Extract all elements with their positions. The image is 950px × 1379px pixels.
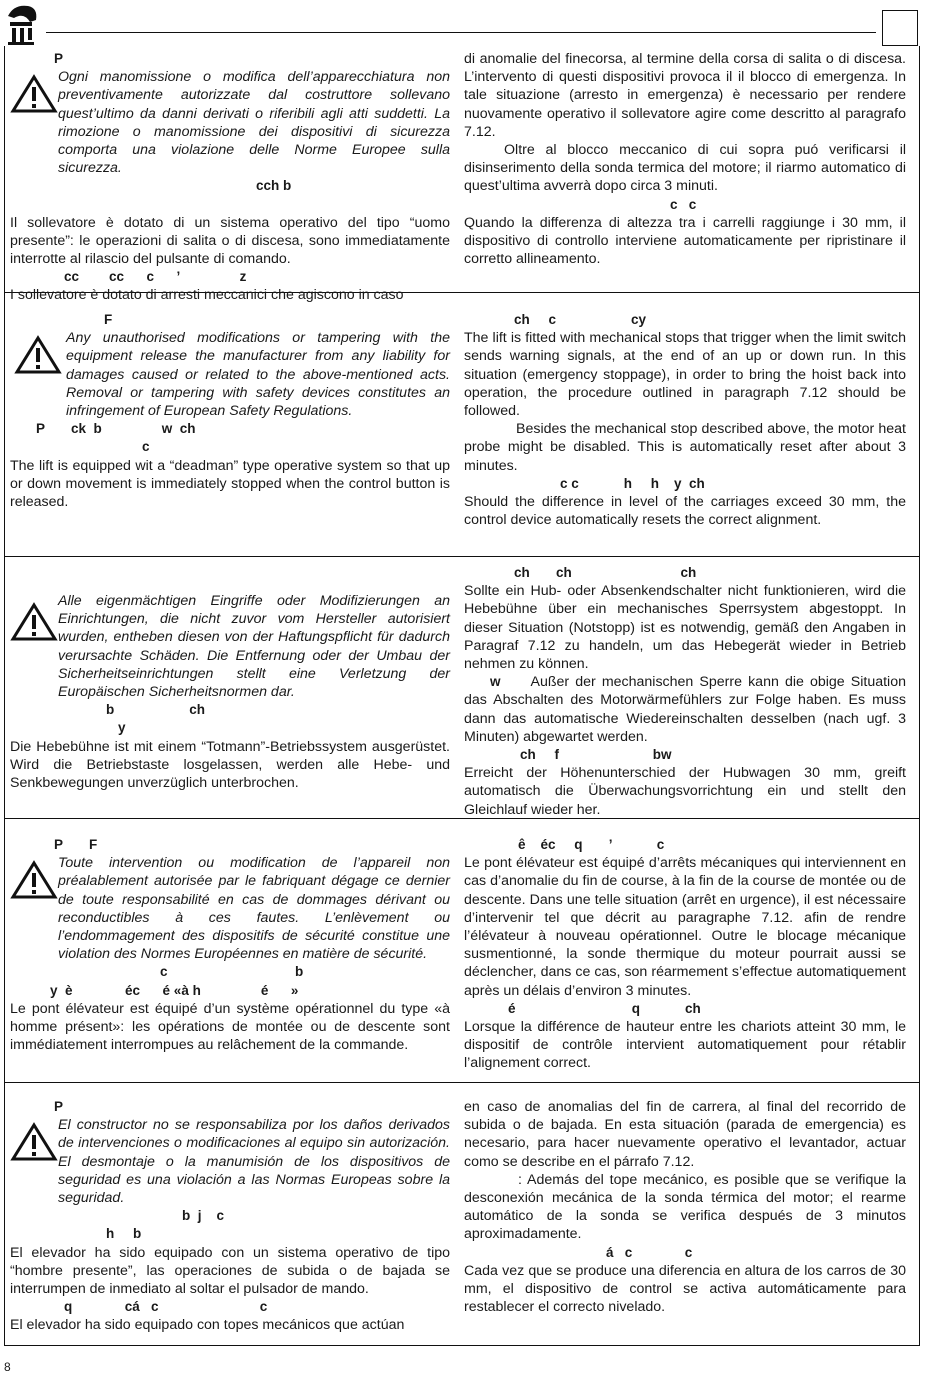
warning-triangle-icon [10, 860, 58, 900]
section-it-left [10, 50, 450, 305]
paragraph: I sollevatore è dotato di arresti meccanici che agiscono in caso [10, 287, 404, 304]
section-it-right [464, 50, 906, 268]
section-divider [4, 556, 920, 557]
paragraph: Il sollevatore è dotato di un sistema operativo del tipo “uomo presente”: le operazioni di salita o di discesa, sono immediatamente interrotte al rilascio del pulsante di comando. [10, 214, 450, 268]
section-heading: b ch [106, 702, 206, 718]
section-heading: q cá c c [64, 1299, 268, 1315]
paragraph: Sollte ein Hub- oder Absenkendschalter nicht funktionieren, wird die Hebebühne über ein mechanisches Sperrsystem abgestoppt. In dieser Situation (Notstopp) ist es notwendig, gemäß den Angaben in Paragraf 7.12 zu handeln, um das Hebegerät wieder in Betrieb nehmen zu können. [464, 583, 906, 673]
section-heading: b j c [182, 1208, 225, 1224]
paragraph: Cada vez que se produce una diferencia en altura de los carros de 30 mm, el dispositivo de control se activa automáticamente para restablecer el correcto nivelado. [464, 1262, 906, 1316]
section-divider [4, 1082, 920, 1083]
section-heading: c b [160, 964, 304, 980]
warning-text: Alle eigenmächtigen Eingriffe oder Modifizierungen an Einrichtungen, die nicht zuvor vom Hersteller autorisiert wurden, entheben diesen von der Haftungspflicht für dadurch verursachte Schäden. Die Entfernung oder der Umbau der Sicherheitseinrichtungen stellt eine Verletzung der Europäischen Sicherheitsnormen dar. [58, 593, 450, 701]
warning-heading: P [54, 1099, 64, 1114]
warning-text: Toute intervention ou modification de l’appareil non préalablement autorisée par le fabriquant dégage ce dernier de toute responsabilité en cas de dommages dérivant ou reconductibles à ces fautes. L’enlèvement ou l’endommagement des dispositifs de sécurité constitue une violation des Normes Européennes en matière de sécurité. [58, 855, 450, 963]
warning-text: Any unauthorised modifications or tampering with the equipment release the manufacturer from any liability for damages caused or related to the above-mentioned acts. Removal or tampering with safety devices constitutes an infringement of European Safety Regulations. [66, 330, 450, 420]
paragraph: The lift is equipped wit a “deadman” type operative system so that up or down movement is immediately stopped when the control button is released. [10, 457, 450, 511]
warning-heading: P [54, 51, 64, 66]
header-rule [46, 32, 876, 33]
paragraph: Lorsque la différence de hauteur entre les chariots atteint 30 mm, le dispositif de contrôle intervient automatiquement pour rétablir l’alignement correct. [464, 1019, 906, 1072]
page-number: 8 [4, 1360, 11, 1374]
paragraph: : Además del tope mecánico, es posible que se verifique la desconexión mecánica de la sonda térmica del motor; el rearme automático de la sonda se verifica después de 3 minutos aproximadamente. [464, 1171, 906, 1243]
warning-heading: F [104, 312, 113, 327]
warning-text: Ogni manomissione o modifica dell’apparecchiatura non preventivamente autorizzate dal costruttore sollevano quest’ultimo da danni derivati o riferibili agli atti suddetti. La rimozione o manomissione dei dispositivi di sicurezza comporta una violazione delle Norme Europee sulla sicurezza. [58, 69, 450, 177]
section-heading: c c [670, 196, 697, 212]
section-heading: é q ch [508, 1000, 701, 1016]
section-heading: P ck b w ch [36, 421, 196, 437]
warning-triangle-icon [10, 1122, 58, 1162]
paragraph: Die Hebebühne ist mit einem “Totmann”-Betriebssystem ausgerüstet. Wird die Betriebstaste losgelassen, werden alle Hebe- und Senkbewegungen unverzüglich unterbrochen. [10, 738, 450, 792]
section-fr-left [10, 836, 450, 1054]
warning-triangle-icon [10, 74, 58, 114]
section-heading: h b [106, 1226, 142, 1242]
paragraph: en caso de anomalias del fin de carrera, al final del recorrido de subida o de bajada. En esta situación (parada de emergencia) es necesario, para hacer nuevamente operativo el levantador, actuar como se describe en el párrafo 7.12. [464, 1099, 906, 1170]
section-heading: á c c [606, 1244, 693, 1260]
paragraph: Oltre al blocco meccanico di cui sopra puó verificarsi il disinserimento della sonda termica del motore; il riarmo automatico di quest’ultima avverrà dopo circa 3 minuti. [464, 142, 906, 195]
paragraph: Erreicht der Höhenunterschied der Hubwagen 30 mm, greift automatisch die Überwachungsvorrichtung ein und stellt den Gleichlauf wieder her. [464, 765, 906, 818]
section-fr-right [464, 836, 906, 1073]
paragraph: Außer der mechanischen Sperre kann die obige Situation das Abschalten des Motorwärmefühlers zur Folge haben. Es muss dann das automatische Wiedereinschalten desselben (nach ugf. 3 Minuten) abgewartet werden. [464, 674, 906, 745]
section-heading: ch f bw [520, 747, 672, 763]
section-es-right [464, 1098, 906, 1316]
section-heading: y [118, 720, 126, 736]
paragraph: Besides the mechanical stop described above, the motor heat probe might be disabled. This is automatically reset after about 3 minutes. [464, 421, 906, 474]
section-heading: c c h h y ch [560, 475, 705, 491]
section-en-right [464, 311, 906, 529]
warning-text: El constructor no se responsabiliza por los daños derivados de intervenciones o modificaciones al equipo sin autorización. El desmontaje o la manumisión de los dispositivos de seguridad es una violación a las Normas Europeas sobre la seguridad. [58, 1117, 450, 1207]
paragraph: di anomalie del finecorsa, al termine della corsa di salita o di discesa. L’intervento di questi dispositivi provoca il il blocco di emergenza. In tale situazione (arresto in emergenza) è necessario per rendere nuovamente operativo il sollevatore agire come descritto al paragrafo 7.12. [464, 51, 906, 140]
section-heading: ch ch ch [514, 565, 697, 580]
section-es-left [10, 1098, 450, 1335]
section-heading: cc cc c ’ z [64, 269, 247, 285]
paragraph: Should the difference in level of the carriages exceed 30 mm, the control device automatically resets the correct alignment. [464, 494, 906, 529]
paragraph: Quando la differenza di altezza tra i carrelli raggiunge i 30 mm, il dispositivo di controllo interviene automaticamente per ripristinare il corretto allineamento. [464, 214, 906, 268]
section-heading: ê éc q ’ c [518, 837, 665, 852]
section-heading: w [490, 674, 501, 690]
section-heading: ch c cy [514, 312, 647, 327]
paragraph: The lift is fitted with mechanical stops that trigger when the limit switch sends warning signals, at the end of an up or down run. In this situation (emergency stoppage), in order to bring the hoist back into operation, the procedure outlined in paragraph 7.12 should be followed. [464, 330, 906, 420]
paragraph: Le pont élévateur est équipé d’un système opérationnel du type «à homme présent»: les opérations de montée ou de descente sont immédiatement interrompues au relâchement de la commande. [10, 1000, 450, 1054]
brand-logo-icon [4, 2, 40, 48]
paragraph: El elevador ha sido equipado con un sistema operativo de tipo “hombre presente”, las operaciones de subida o de bajada se interrumpen de inmediato al soltar el pulsador de mando. [10, 1244, 450, 1298]
section-de-left [10, 592, 450, 792]
warning-triangle-icon [10, 602, 58, 642]
warning-heading: P F [54, 837, 98, 852]
section-heading: c [142, 439, 150, 455]
section-en-left [10, 311, 450, 511]
section-heading: cch b [256, 178, 292, 194]
section-de-right [464, 564, 906, 819]
paragraph: El elevador ha sido equipado con topes mecánicos que actúan [10, 1317, 405, 1334]
paragraph: Le pont élévateur est équipé d’arrêts mécaniques qui interviennent en cas d’anomalie du fin de course, à la fin de la course de montée ou de descente. Dans une telle situation (arrêt en urgence), il est nécessaire d’intervenir tel que décrit au paragraphe 7.12. afin de rendre l’élévateur à nouveau opérationnel. Outre le blocage mécanique susmentionné, la sonde thermique du moteur pourrait aussi se déclencher, dans ce cas, son réarmement s’effectue automatiquement après un délais d’environ 3 minutes. [464, 855, 906, 999]
warning-triangle-icon [10, 335, 66, 375]
page-corner-box [882, 10, 918, 46]
section-heading: y è éc é «à h é » [50, 982, 299, 998]
